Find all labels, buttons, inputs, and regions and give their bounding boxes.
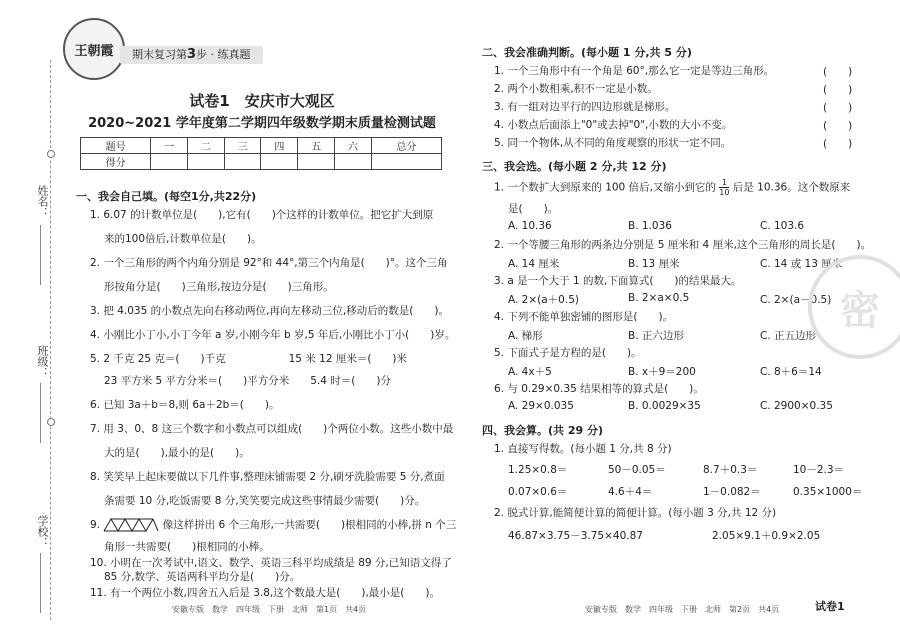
calc-item: 0.35×1000＝ (793, 486, 863, 498)
seal-dash-line (50, 60, 51, 620)
exam-subtitle: 2020~2021 学年度第二学期四年级数学期末质量检测试题 (88, 116, 436, 131)
option: C. 正五边形 (760, 330, 817, 342)
option: B. 2×a×0.5 (628, 292, 690, 304)
score-cell: 一 (151, 138, 188, 154)
binding-margin (0, 0, 62, 637)
question-text: 5. 2 千克 25 克＝( )千克 15 米 12 厘米＝( )米 (90, 353, 408, 365)
option: C. 14 或 13 厘米 (760, 258, 843, 270)
question-text: 11. 有一个两位小数,四舍五入后是 3.8,这个数最大是( ),最小是( )。 (90, 587, 440, 599)
question-text: 10. 小明在一次考试中,语文、数学、英语三科平均成绩是 89 分,已知语文得了 (90, 557, 452, 569)
calc-item: 4.6＋4＝ (608, 486, 653, 498)
question-text: 4. 小刚比小丁小,小丁今年 a 岁,小刚今年 b 岁,5 年后,小刚比小丁小( )岁。 (90, 329, 456, 341)
calc-item: 8.7＋0.3＝ (703, 464, 758, 476)
option: A. 29×0.035 (508, 400, 574, 412)
question-text: 来的100倍后,计数单位是( )。 (104, 233, 262, 245)
question-text: 条需要 10 分,吃饭需要 8 分,笑笑要完成这些事情最少需要( )分。 (104, 495, 426, 507)
score-input-cell[interactable] (224, 154, 261, 170)
review-banner (120, 46, 263, 64)
judge-item: 4. 小数点后面添上"0"或去掉"0",小数的大小不变。 (494, 119, 733, 131)
score-cell: 五 (298, 138, 335, 154)
expression: 2.05×9.1＋0.9×2.05 (712, 530, 821, 542)
score-cell: 三 (224, 138, 261, 154)
class-label: 班级： (36, 345, 49, 378)
question-text: 8. 笑笑早上起床要做以下几件事,整理床铺需要 2 分,刷牙洗脸需要 5 分,煮面 (90, 471, 445, 483)
section1-title: 一、我会自己填。(每空1分,共22分) (76, 190, 257, 203)
option: C. 2900×0.35 (760, 400, 833, 412)
score-cell: 总分 (371, 138, 441, 154)
option: B. 0.0029×35 (628, 400, 701, 412)
question-text-part: 1. 一个数扩大到原来的 100 倍后,又缩小到它的 (494, 181, 716, 194)
question-text: 形按角分是( )三角形,按边分是( )三角形。 (104, 281, 334, 293)
seal-stamp-char: 密 (840, 286, 880, 334)
question-text: 大的是( ),最小的是( )。 (104, 447, 250, 459)
question-text-part: 后是 10.36。这个数原来 (732, 181, 851, 194)
option: A. 14 厘米 (508, 258, 560, 270)
question-text: 2. 一个等腰三角形的两条边分别是 5 厘米和 4 厘米,这个三角形的周长是( )。 (494, 239, 872, 251)
option: A. 2×(a＋0.5) (508, 294, 579, 306)
question-text (494, 178, 850, 197)
question-text: 2. 一个三角形的两个内角分别是 92°和 44°,第三个内角是( )°。这个三角 (90, 257, 448, 269)
option: B. 正六边形 (628, 330, 684, 342)
option: C. 2×(a－0.5) (760, 294, 832, 306)
seal-stamp (808, 255, 900, 359)
answer-paren[interactable]: ( ) (823, 66, 853, 78)
calc-item: 1.25×0.8＝ (508, 464, 568, 476)
question-text: 3. 把 4.035 的小数点先向右移动两位,再向左移动三位,移动后的数是( )。 (90, 305, 449, 317)
question-text: 3. a 是一个大于 1 的数,下面算式( )的结果最大。 (494, 275, 742, 287)
section2-title: 二、我会准确判断。(每小题 1 分,共 5 分) (482, 46, 692, 59)
question-text: 6. 与 0.29×0.35 结果相等的算式是( )。 (494, 383, 704, 395)
binding-hole (47, 150, 55, 158)
question-text: 23 平方米 5 平方分米＝( )平方分米 5.4 时＝( )分 (104, 375, 391, 387)
calc-item: 1－0.082＝ (703, 486, 761, 498)
footer-right: 安徽专版 数学 四年级 下册 北师 第2页 共4页 (585, 605, 780, 614)
question-text-part: 像这样拼出 6 个三角形,一共需要( )根相同的小棒,拼 n 个三 (162, 519, 457, 531)
option: B. x＋9＝200 (628, 366, 696, 378)
question-text (90, 518, 456, 532)
question-text: 85 分,数学、英语两科平均分是( )分。 (104, 571, 301, 583)
score-cell: 六 (335, 138, 372, 154)
question-text: 1. 直接写得数。(每小题 1 分,共 8 分) (494, 443, 672, 455)
answer-paren[interactable]: ( ) (823, 138, 853, 150)
score-input-cell[interactable] (187, 154, 224, 170)
triangles-icon (103, 518, 159, 532)
fraction-denominator: 10 (719, 188, 730, 197)
footer-left: 安徽专版 数学 四年级 下册 北师 第1页 共4页 (172, 605, 367, 614)
option: A. 4x＋5 (508, 366, 552, 378)
option: B. 1.036 (628, 220, 672, 232)
score-cell: 二 (187, 138, 224, 154)
option: A. 10.36 (508, 220, 552, 232)
section4-title: 四、我会算。(共 29 分) (482, 424, 604, 437)
binding-hole (47, 418, 55, 426)
banner-step: 3 (187, 47, 197, 62)
score-input-cell[interactable] (335, 154, 372, 170)
banner-prefix: 期末复习第 (132, 48, 187, 61)
question-text: 是( )。 (508, 203, 559, 215)
score-input-cell[interactable] (298, 154, 335, 170)
brand-logo: 王朝霞 (63, 18, 125, 80)
paper-tag: 试卷1 (815, 600, 845, 613)
name-line (40, 225, 41, 285)
score-input-cell[interactable] (371, 154, 441, 170)
score-cell: 题号 (81, 138, 151, 154)
judge-item: 1. 一个三角形中有一个角是 60°,那么它一定是等边三角形。 (494, 65, 775, 77)
judge-item: 5. 同一个物体,从不同的角度观察的形状一定不同。 (494, 137, 732, 149)
answer-paren[interactable]: ( ) (823, 120, 853, 132)
calc-item: 0.07×0.6＝ (508, 486, 568, 498)
calc-item: 10－2.3＝ (793, 464, 845, 476)
judge-item: 2. 两个小数相乘,积不一定是小数。 (494, 83, 658, 95)
judge-item: 3. 有一组对边平行的四边形就是梯形。 (494, 101, 676, 113)
score-table (80, 137, 442, 170)
answer-paren[interactable]: ( ) (823, 102, 853, 114)
question-text: 6. 已知 3a＋b＝8,则 6a＋2b＝( )。 (90, 399, 280, 411)
question-text: 角形一共需要( )根相同的小棒。 (104, 541, 270, 553)
school-label: 学校： (36, 515, 49, 548)
score-input-cell[interactable] (261, 154, 298, 170)
exam-title: 试卷1 安庆市大观区 (189, 92, 335, 110)
score-table-row (81, 154, 442, 170)
option: A. 梯形 (508, 330, 543, 342)
score-input-cell[interactable] (151, 154, 188, 170)
option: C. 103.6 (760, 220, 805, 232)
score-cell: 四 (261, 138, 298, 154)
question-text: 5. 下面式子是方程的是( )。 (494, 347, 642, 359)
calc-item: 50－0.05＝ (608, 464, 666, 476)
banner-suffix: 步 · 练真题 (196, 48, 251, 61)
fraction-numerator: 1 (719, 178, 729, 188)
question-text: 4. 下列不能单独密铺的图形是( )。 (494, 311, 674, 323)
name-label: 姓名： (36, 185, 49, 218)
section3-title: 三、我会选。(每小题 2 分,共 12 分) (482, 160, 667, 173)
fraction (719, 178, 729, 197)
score-row-label: 得分 (81, 154, 151, 170)
question-text: 7. 用 3、0、8 这三个数字和小数点可以组成( )个两位小数。这些小数中最 (90, 423, 454, 435)
question-number: 9. (90, 519, 101, 531)
question-text: 2. 脱式计算,能简便计算的简便计算。(每小题 3 分,共 12 分) (494, 507, 777, 519)
option: B. 13 厘米 (628, 258, 680, 270)
expression: 46.87×3.75－3.75×40.87 (508, 530, 643, 542)
class-line (40, 383, 41, 443)
option: C. 8＋6＝14 (760, 366, 822, 378)
question-text: 1. 6.07 的计数单位是( ),它有( )个这样的计数单位。把它扩大到原 (90, 209, 434, 221)
school-line (40, 553, 41, 613)
score-table-header-row (81, 138, 442, 154)
answer-paren[interactable]: ( ) (823, 84, 853, 96)
